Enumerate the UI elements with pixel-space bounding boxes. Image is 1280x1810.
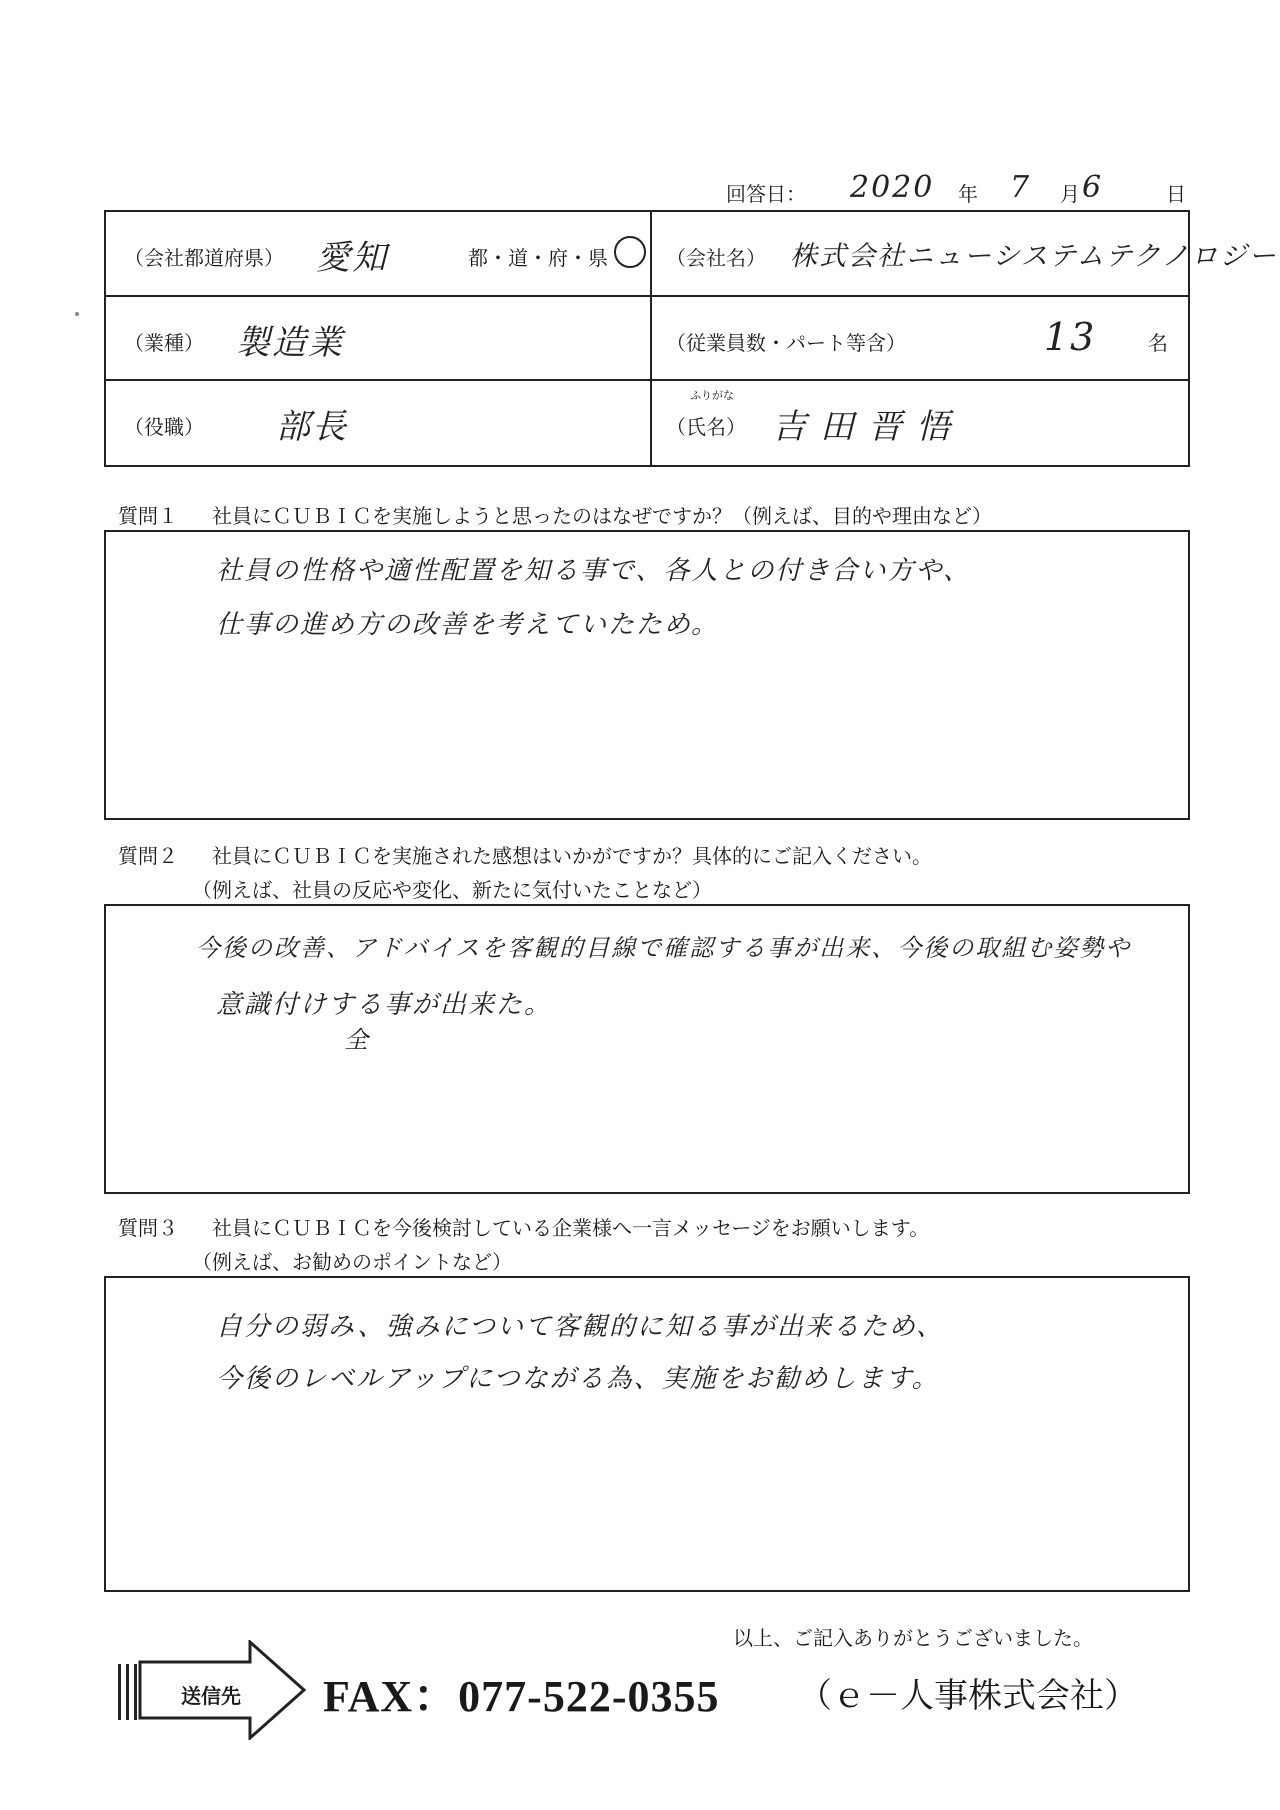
- day-unit: 日: [1166, 182, 1186, 206]
- name-value: 吉田晋悟: [772, 407, 964, 447]
- name-cell: [652, 381, 1188, 465]
- question-2-number: 質問２: [118, 844, 178, 868]
- answer-date: [726, 170, 1196, 210]
- closing-thanks: 以上、ご記入ありがとうございました。: [733, 1626, 1093, 1650]
- question-1-text: 社員にＣＵＢＩＣを実施しようと思ったのはなぜですか？（例えば、目的や理由など）: [212, 504, 992, 528]
- industry-value: 製造業: [236, 323, 344, 363]
- fax-bar-1: [118, 1664, 121, 1720]
- answer-date-day: 6: [1082, 170, 1104, 205]
- industry-cell: [106, 297, 650, 381]
- position-label: （役職）: [124, 415, 204, 439]
- employees-label: （従業員数・パート等含）: [666, 331, 906, 355]
- question-2-answer-box: [104, 904, 1190, 1194]
- month-unit: 月: [1060, 182, 1080, 206]
- prefecture-value: 愛知: [316, 238, 388, 278]
- fax-bar-2: [126, 1664, 129, 1720]
- question-1-answer-line-2: 仕事の進め方の改善を考えていたため。: [216, 610, 719, 640]
- question-3-number: 質問３: [118, 1216, 178, 1240]
- question-2-insert-mark: 全: [344, 1026, 370, 1054]
- prefecture-cell: [106, 212, 650, 296]
- position-value: 部長: [276, 407, 348, 447]
- question-1-answer-box: [104, 530, 1190, 820]
- industry-label: （業種）: [124, 331, 204, 355]
- question-3-answer-box: [104, 1276, 1190, 1592]
- employees-unit: 名: [1148, 331, 1168, 355]
- employees-value: 13: [1044, 315, 1097, 359]
- employees-cell: [652, 297, 1188, 381]
- company-value: 株式会社ニューシステムテクノロジー: [790, 241, 1278, 272]
- prefecture-label: （会社都道府県）: [124, 246, 284, 270]
- name-ruby: ふりがな: [690, 389, 734, 402]
- question-2-answer-line-2: 意識付けする事が出来た。: [216, 990, 553, 1020]
- answer-date-label: 回答日：: [726, 182, 806, 206]
- question-3-answer-line-1: 自分の弱み、強みについて客観的に知る事が出来るため、: [216, 1312, 945, 1342]
- answer-date-month: 7: [1010, 170, 1032, 205]
- name-label: （氏名）: [666, 415, 746, 439]
- recipient-company: （ｅ－人事株式会社）: [798, 1676, 1138, 1716]
- question-3-subtext: （例えば、お勧めのポイントなど）: [192, 1250, 512, 1274]
- question-3-text: 社員にＣＵＢＩＣを今後検討している企業様へ一言メッセージをお願いします。: [212, 1216, 930, 1240]
- answer-date-year: 2020: [850, 170, 935, 205]
- fax-bar-3: [134, 1664, 137, 1720]
- question-1-number: 質問１: [118, 504, 178, 528]
- position-cell: [106, 381, 650, 465]
- year-unit: 年: [958, 182, 978, 206]
- question-2-text: 社員にＣＵＢＩＣを実施された感想はいかがですか？具体的にご記入ください。: [212, 844, 932, 868]
- company-cell: [652, 212, 1278, 296]
- scan-speck: [75, 312, 79, 316]
- respondent-info-table: [104, 210, 1278, 467]
- company-label: （会社名）: [666, 246, 766, 270]
- question-1-answer-line-1: 社員の性格や適性配置を知る事で、各人との付き合い方や、: [216, 556, 971, 586]
- prefecture-circle-mark: [614, 236, 646, 268]
- question-2-subtext: （例えば、社員の反応や変化、新たに気付いたことなど）: [192, 878, 712, 902]
- send-to-label: 送信先: [181, 1684, 241, 1708]
- prefecture-suffix: 都・道・府・県: [468, 246, 608, 270]
- fax-number: FAX：077-522-0355: [323, 1672, 720, 1721]
- question-2-answer-line-1: 今後の改善、アドバイスを客観的目線で確認する事が出来、今後の取組む姿勢や: [196, 934, 1132, 962]
- fax-destination: [118, 1640, 1198, 1740]
- question-3-answer-line-2: 今後のレベルアップにつながる為、実施をお勧めします。: [216, 1364, 940, 1394]
